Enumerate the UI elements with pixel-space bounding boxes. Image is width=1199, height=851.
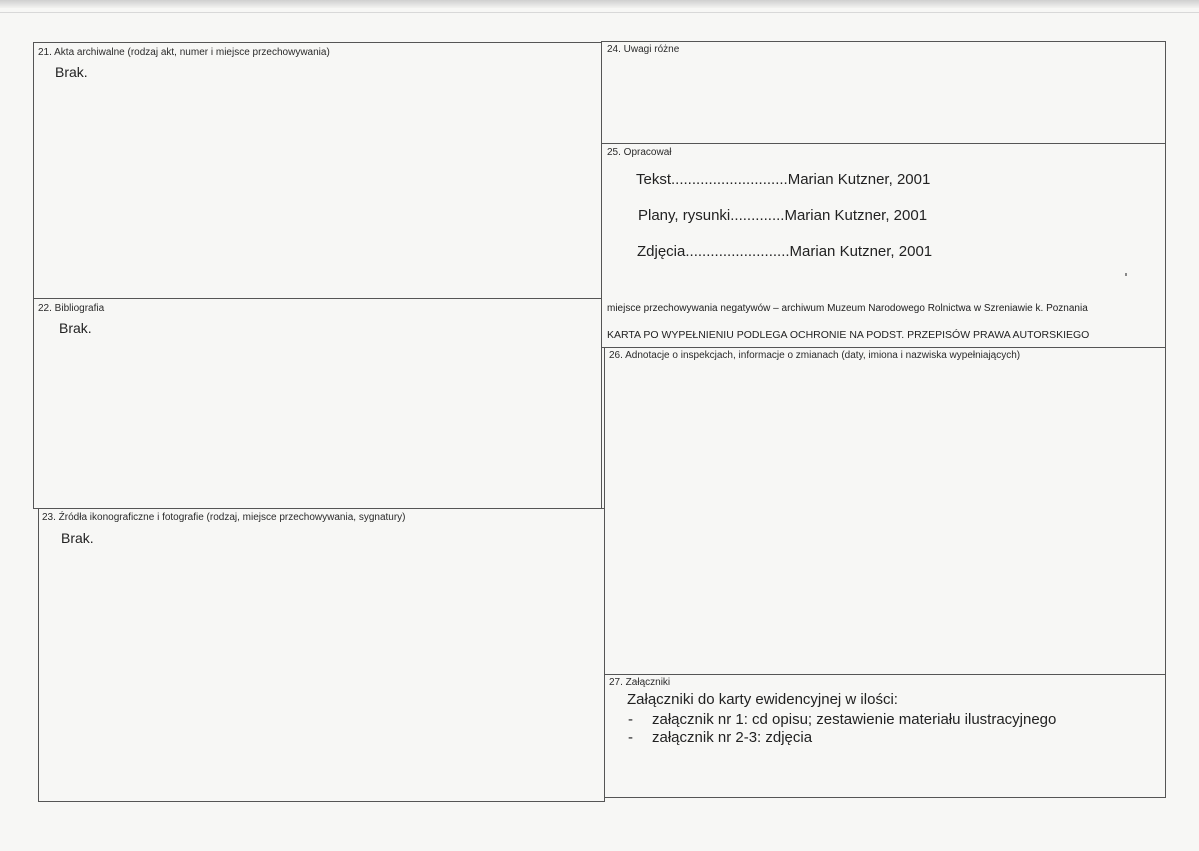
credit-role: Zdjęcia — [637, 243, 686, 260]
credit-text — [636, 171, 930, 188]
attachments-intro: Załączniki do karty ewidencyjnej w ilości: — [627, 691, 898, 708]
copyright-note: KARTA PO WYPEŁNIENIU PODLEGA OCHRONIE NA PODST. PRZEPISÓW PRAWA AUTORSKIEGO — [607, 329, 1090, 341]
section-24-box — [601, 41, 1166, 144]
scan-speck — [1125, 273, 1127, 276]
attachment-dash: - — [628, 711, 633, 728]
section-22-label: 22. Bibliografia — [38, 303, 105, 314]
credit-author: Marian Kutzner, 2001 — [784, 207, 928, 224]
section-23-value: Brak. — [61, 530, 94, 546]
attachment-item — [628, 729, 812, 746]
section-26-label: 26. Adnotacje o inspekcjach, informacje o zmianach (daty, imiona i nazwiska wypełniających) — [609, 350, 1021, 361]
credit-role: Plany, rysunki — [638, 207, 731, 224]
attachment-item — [628, 711, 1056, 728]
attachment-dash: - — [628, 729, 633, 746]
credit-dots: ............. — [730, 207, 785, 224]
scan-edge-shadow — [0, 0, 1199, 8]
negatives-storage-note: miejsce przechowywania negatywów – archiwum Muzeum Narodowego Rolnictwa w Szreniawie k. Poznania — [607, 303, 1088, 314]
credit-author: Marian Kutzner, 2001 — [789, 243, 933, 260]
credit-dots: ............................ — [671, 171, 788, 188]
section-21-box — [33, 42, 602, 299]
scan-edge-line — [0, 12, 1199, 13]
attachment-text: załącznik nr 1: cd opisu; zestawienie materiału ilustracyjnego — [652, 711, 1057, 728]
section-23-box — [38, 508, 605, 802]
section-22-value: Brak. — [59, 320, 92, 336]
credit-photos — [637, 243, 932, 260]
credit-plans — [638, 207, 927, 224]
credit-role: Tekst — [636, 171, 672, 188]
section-25-label: 25. Opracował — [607, 147, 672, 158]
credit-dots: ......................... — [685, 243, 790, 260]
attachment-text: załącznik nr 2-3: zdjęcia — [652, 729, 813, 746]
section-23-label: 23. Źródła ikonograficzne i fotografie (rodzaj, miejsce przechowywania, sygnatury) — [42, 512, 406, 523]
section-21-value: Brak. — [55, 64, 88, 80]
section-22-box — [33, 298, 602, 509]
section-21-label: 21. Akta archiwalne (rodzaj akt, numer i miejsce przechowywania) — [38, 47, 330, 58]
section-26-box — [604, 347, 1166, 675]
credit-author: Marian Kutzner, 2001 — [787, 171, 931, 188]
section-27-label: 27. Załączniki — [609, 677, 671, 688]
section-24-label: 24. Uwagi różne — [607, 44, 680, 55]
